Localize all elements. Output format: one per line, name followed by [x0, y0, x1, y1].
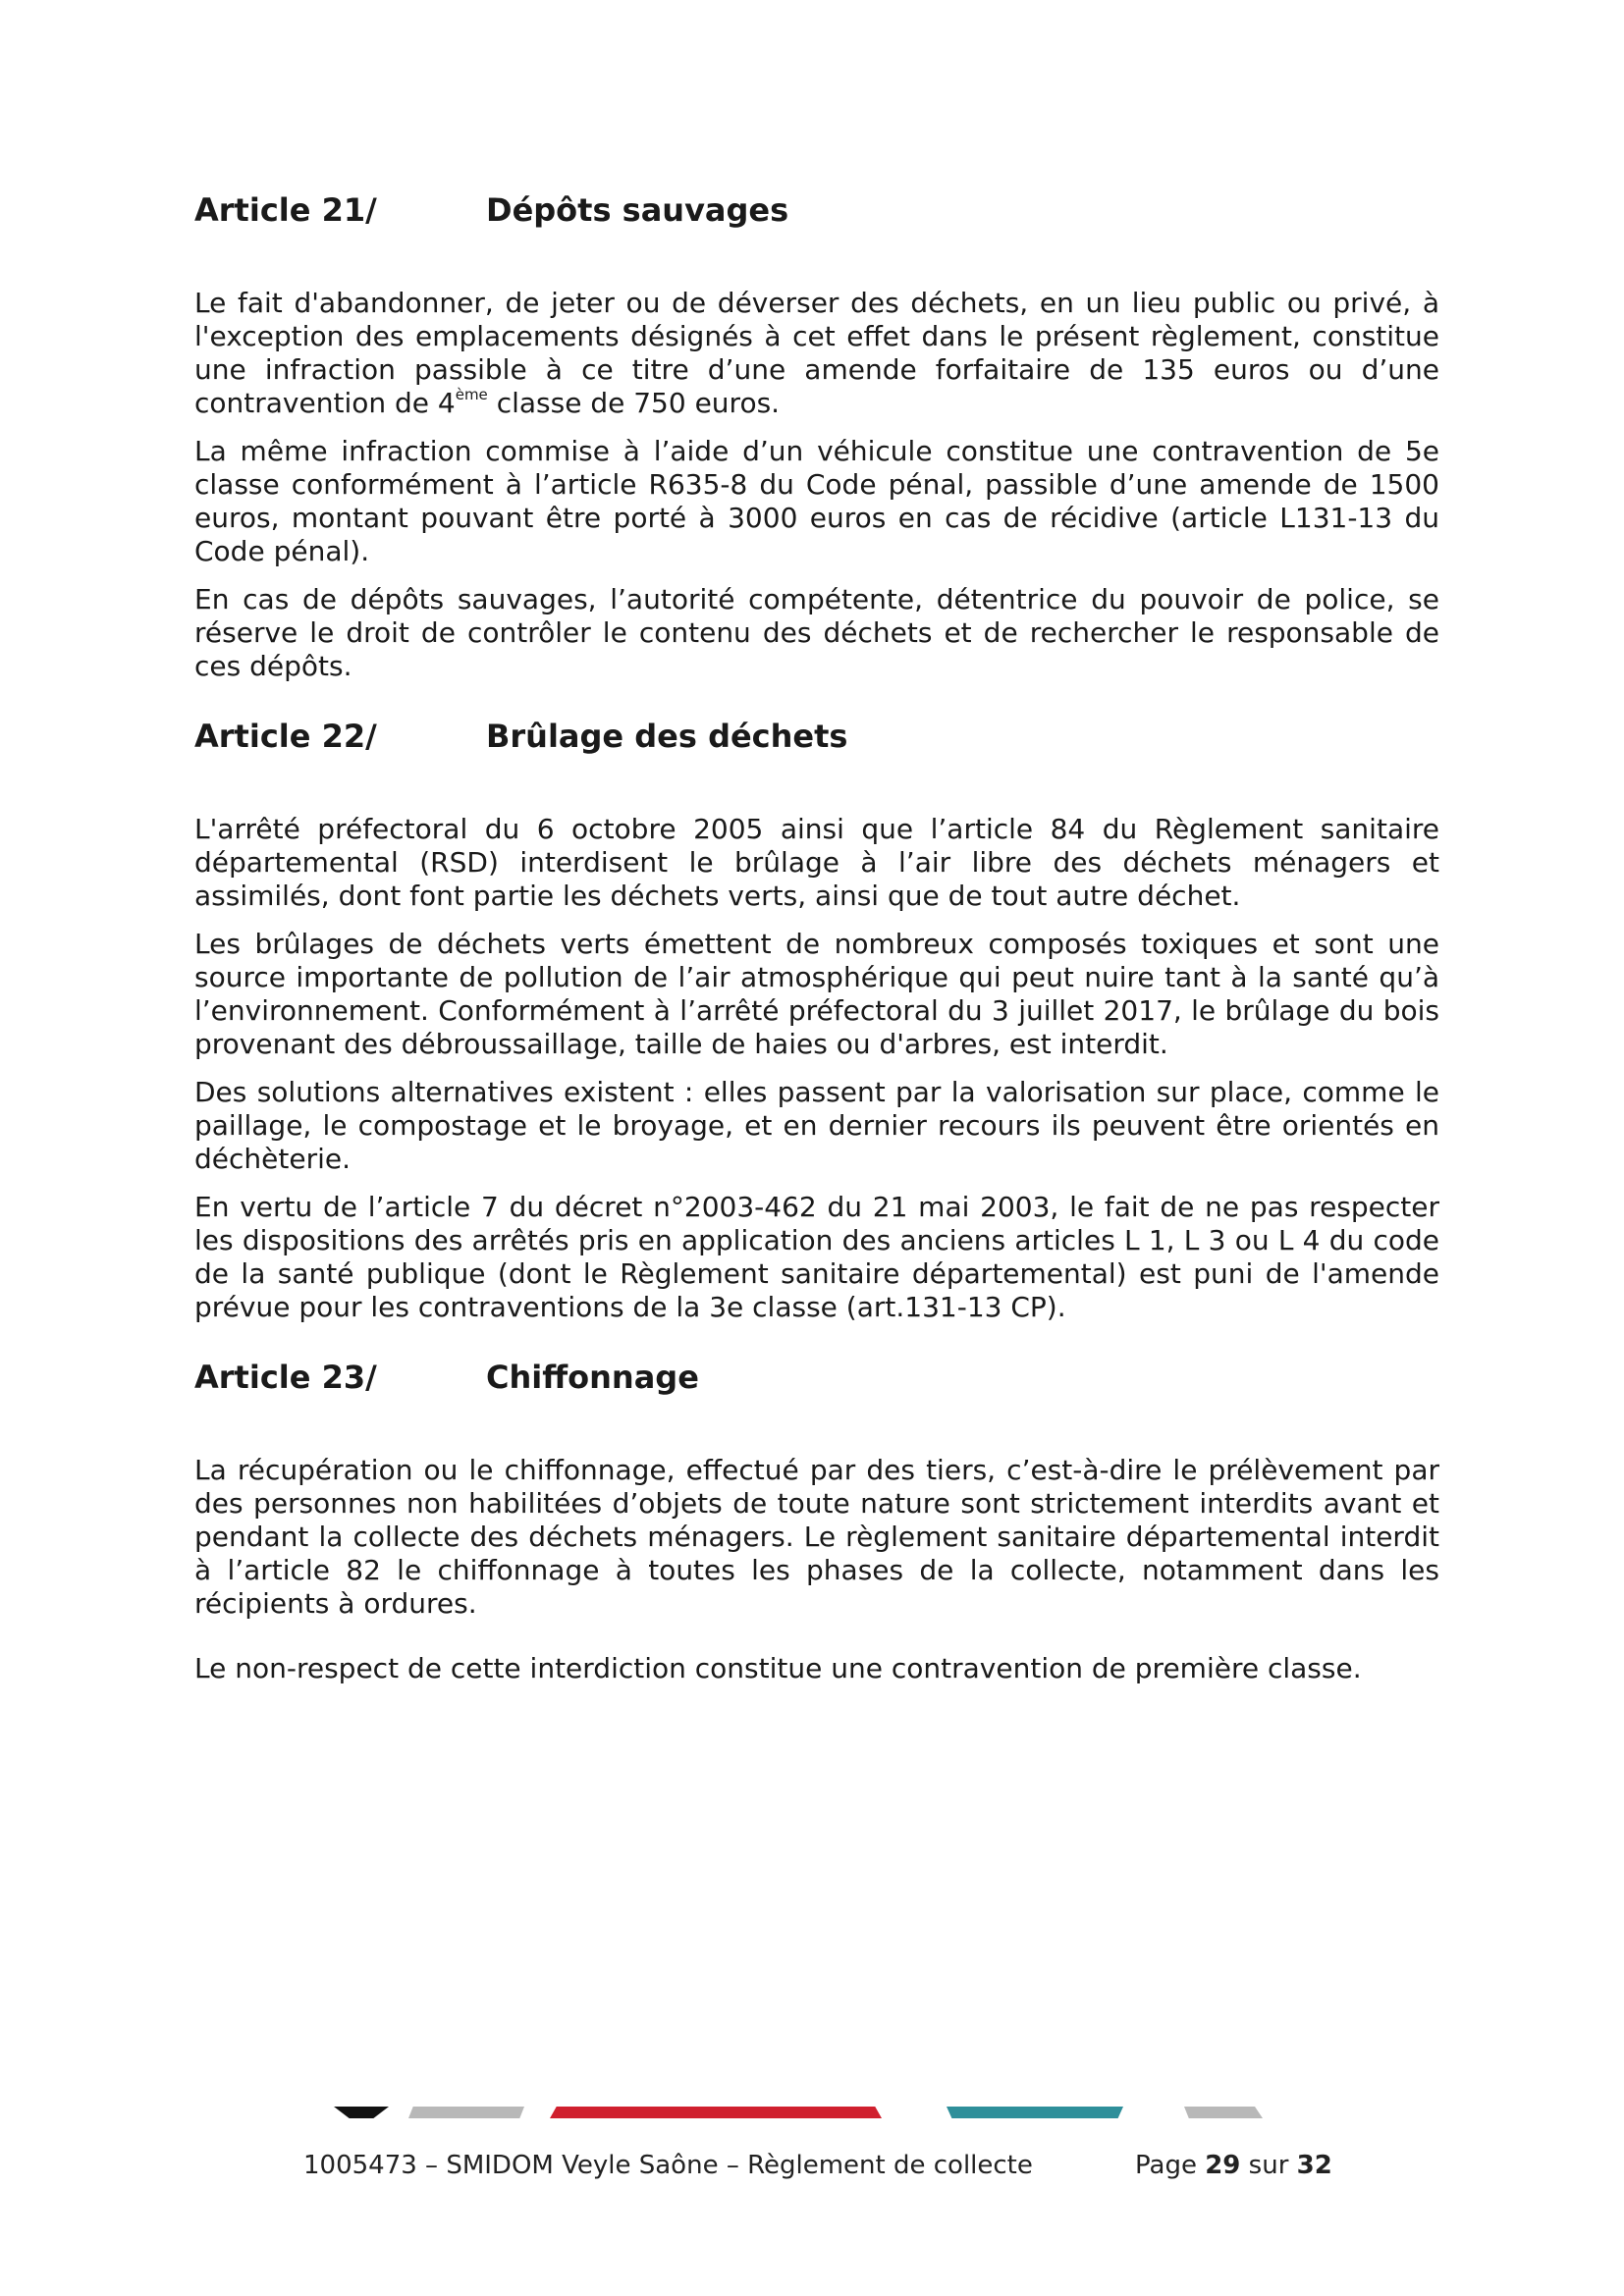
article-21: [194, 190, 1439, 683]
article-21-paragraph-2: La même infraction commise à l’aide d’un véhicule constitue une contravention de 5e classe conformément à l’article R635-8 du Code pénal, passible d’une amende de 1500 euros, montant pouvant être porté à 3000 euros en cas de récidive (article L131-13 du Code pénal).: [194, 435, 1439, 567]
footer-document-reference: 1005473 – SMIDOM Veyle Saône – Règlement de collecte: [303, 2151, 1033, 2180]
page-separator: sur: [1248, 2151, 1289, 2180]
article-22-paragraph-2: Les brûlages de déchets verts émettent de nombreux composés toxiques et sont une source importante de pollution de l’air atmosphérique qui peut nuire tant à la santé qu’à l’environnement. Conformément à l’arrêté préfectoral du 3 juillet 2017, le brûlage du bois provenant des débroussaillage, taille de haies ou d'arbres, est interdit.: [194, 928, 1439, 1060]
paragraph-text: classe de 750 euros.: [487, 387, 781, 419]
article-21-paragraph-1: [194, 287, 1439, 420]
footer-bar-red: [550, 2107, 882, 2118]
paragraph-text: Le fait d'abandonner, de jeter ou de déverser des déchets, en un lieu public ou privé, à l'exception des emplacements désignés à cet effet dans le présent règlement, constitue une infraction passible à ce titre d’une amende forfaitaire de 135 euros ou d’une contravention de 4: [194, 287, 1439, 419]
article-23-paragraph-1: La récupération ou le chiffonnage, effectué par des tiers, c’est-à-dire le prélèvement par des personnes non habilitées d’objets de toute nature sont strictement interdits avant et pendant la collecte des déchets ménagers. Le règlement sanitaire départemental interdit à l’article 82 le chiffonnage à toutes les phases de la collecte, notamment dans les récipients à ordures.: [194, 1454, 1439, 1620]
article-22-paragraph-1: L'arrêté préfectoral du 6 octobre 2005 ainsi que l’article 84 du Règlement sanitaire départemental (RSD) interdisent le brûlage à l’air libre des déchets ménagers et assimilés, dont font partie les déchets verts, ainsi que de tout autre déchet.: [194, 813, 1439, 912]
footer-page-number: [1135, 2150, 1332, 2181]
article-21-paragraph-3: En cas de dépôts sauvages, l’autorité compétente, détentrice du pouvoir de police, se réserve le droit de contrôler le contenu des déchets et de rechercher le responsable de ces dépôts.: [194, 583, 1439, 682]
article-22-heading: [194, 717, 1439, 756]
footer-decoration: [0, 2107, 1624, 2122]
ordinal-superscript: ème: [455, 386, 488, 403]
page-prefix: Page: [1135, 2151, 1197, 2180]
footer-bar-grey: [408, 2107, 524, 2118]
article-number: Article 22/: [194, 718, 377, 755]
article-22-paragraph-3: Des solutions alternatives existent : elles passent par la valorisation sur place, comme le paillage, le compostage et le broyage, et en dernier recours ils peuvent être orientés en déchèterie.: [194, 1076, 1439, 1175]
current-page: 29: [1205, 2151, 1241, 2180]
article-22-paragraph-4: En vertu de l’article 7 du décret n°2003-462 du 21 mai 2003, le fait de ne pas respecter les dispositions des arrêtés pris en application des anciens articles L 1, L 3 ou L 4 du code de la santé publique (dont le Règlement sanitaire départemental) est puni de l'amende prévue pour les contraventions de la 3e classe (art.131-13 CP).: [194, 1191, 1439, 1323]
article-title: Brûlage des déchets: [486, 718, 848, 755]
footer-bar-black: [334, 2107, 389, 2118]
article-number: Article 23/: [194, 1359, 377, 1396]
footer-bar-grey: [1184, 2107, 1263, 2118]
total-pages: 32: [1296, 2151, 1332, 2180]
article-23-paragraph-2: Le non-respect de cette interdiction constitue une contravention de première classe.: [194, 1652, 1362, 1684]
footer-bar-teal: [947, 2107, 1123, 2118]
article-23-heading: [194, 1358, 1439, 1397]
page-content: [194, 190, 1439, 1700]
article-22: [194, 717, 1439, 1324]
article-21-heading: [194, 190, 1439, 230]
article-number: Article 21/: [194, 191, 377, 229]
article-23: [194, 1358, 1439, 1685]
article-title: Dépôts sauvages: [486, 191, 789, 229]
article-title: Chiffonnage: [486, 1359, 699, 1396]
